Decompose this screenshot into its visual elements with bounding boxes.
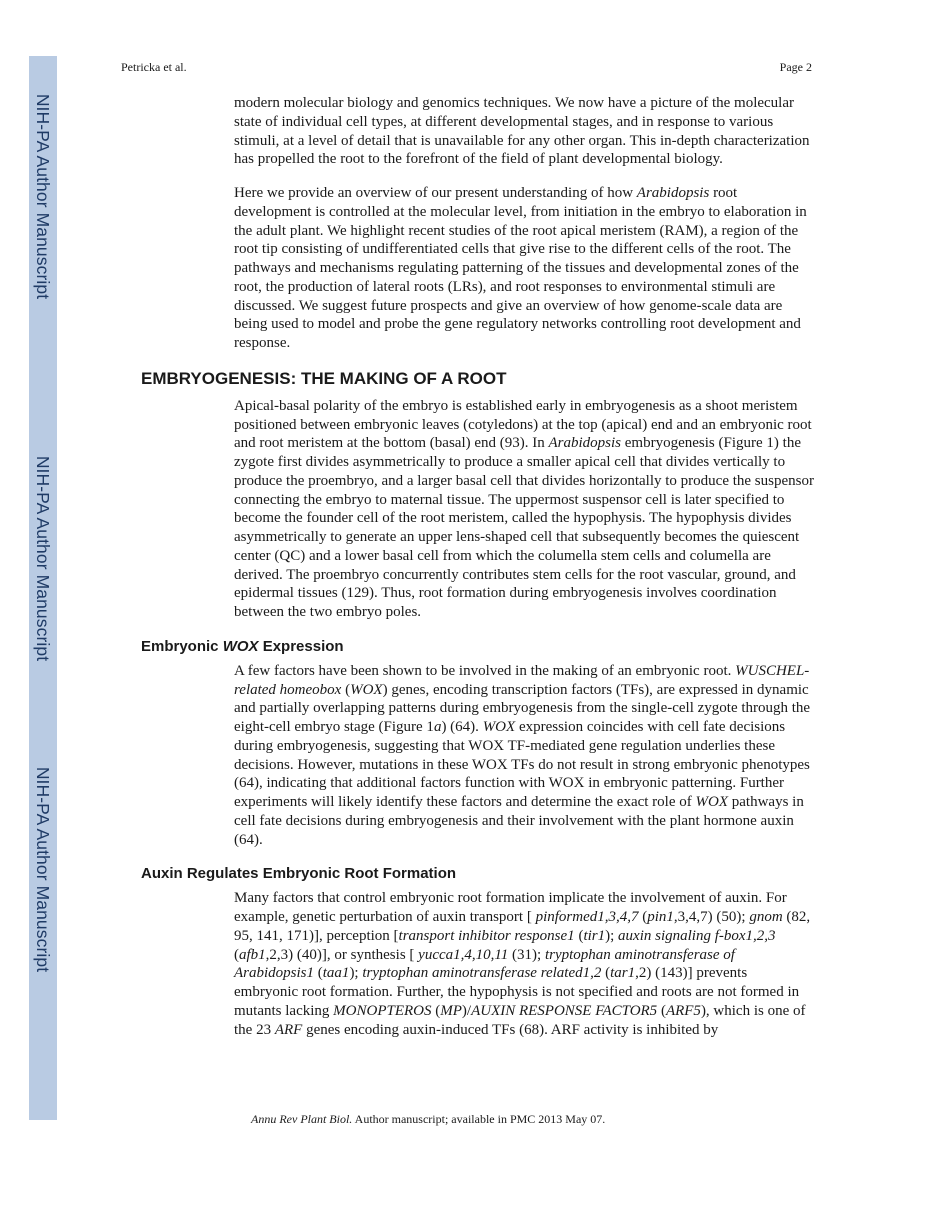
subsection-heading-wox: Embryonic WOX Expression (141, 637, 344, 655)
running-header-authors: Petricka et al. (121, 60, 187, 74)
sidebar-label-middle: NIH-PA Author Manuscript (33, 455, 54, 661)
manuscript-sidebar (29, 56, 57, 1120)
sidebar-label-bottom: NIH-PA Author Manuscript (33, 766, 54, 972)
paragraph-2: Here we provide an overview of our present understanding of how Arabidopsis root development is controlled at the molecular level, from initiation in the embryo to elaboration in the adult plant. We highlight recent studies of the root apical meristem (RAM), a region of the root tip consisting of undifferentiated cells that give rise to the different cells of the root. The pathways and mechanisms regulating patterning of the tissues and developmental zones of the root, the production of lateral roots (LRs), and root responses to environmental stimuli are discussed. We suggest future prospects and give an overview of how genome-scale data are being used to model and probe the gene regulatory networks controlling root development and response. (234, 185, 807, 351)
sidebar-label-top: NIH-PA Author Manuscript (33, 93, 54, 299)
paragraph-5: Many factors that control embryonic root formation implicate the involvement of auxin. For example, genetic perturbation of auxin transport [ pinformed1,3,4,7 (pin1,3,4,7) (50); gnom (82, 95, 141, 171)], perception [transport inhibitor response1 (tir1); auxin signaling f-box1,2,3 (afb1,2,3) (40)], or synthesis [ yucca1,4,10,11 (31); tryptophan aminotransferase of Arabidopsis1 (taa1); tryptophan aminotransferase related1,2 (tar1,2) (143)] prevents embryonic root formation. Further, the hypophysis is not specified and roots are not formed in mutants lacking MONOPTEROS (MP)/AUXIN RESPONSE FACTOR5 (ARF5), which is one of the 23 ARF genes encoding auxin-induced TFs (68). ARF activity is inhibited by (234, 890, 811, 1038)
page-number: Page 2 (779, 60, 812, 74)
paragraph-3: Apical-basal polarity of the embryo is established early in embryogenesis as a shoot meristem positioned between embryonic leaves (cotyledons) at the top (apical) end and an embryonic root and root meristem at the bottom (basal) end (93). In Arabidopsis embryogenesis (Figure 1) the zygote first divides asymmetrically to produce a smaller apical cell that divides vertically to produce the proembryo, and a larger basal cell that divides horizontally to produce the suspensor connecting the embryo to maternal tissue. The uppermost suspensor cell is later specified to become the founder cell of the root meristem, called the hypophysis. The hypophysis divides asymmetrically to generate an upper lens-shaped cell that subsequently becomes the quiescent center (QC) and a lower basal cell from which the columella stem cells and columella are derived. The proembryo concurrently contributes stem cells for the root vascular, ground, and epidermal tissues (129). Thus, root formation during embryogenesis involves coordination between the two embryo poles. (234, 397, 814, 620)
article-body (141, 94, 814, 1054)
subsection-heading-auxin: Auxin Regulates Embryonic Root Formation (141, 865, 457, 883)
section-heading-embryogenesis: EMBRYOGENESIS: THE MAKING OF A ROOT (141, 368, 507, 388)
paragraph-4: A few factors have been shown to be involved in the making of an embryonic root. WUSCHEL-related homeobox (WOX) genes, encoding transcription factors (TFs), are expressed in dynamic and partially overlapping patterns during embryogenesis from the single-cell zygote through the eight-cell embryo stage (Figure 1a) (64). WOX expression coincides with cell fate decisions during embryogenesis, suggesting that WOX TF-mediated gene regulation underlies these decisions. However, mutations in these WOX TFs do not result in strong embryonic phenotypes (64), indicating that additional factors function with WOX in embryonic patterning. Further experiments will likely identify these factors and determine the exact role of WOX pathways in cell fate decisions during embryogenesis and their involvement with the plant hormone auxin (64). (234, 662, 811, 848)
paragraph-1: modern molecular biology and genomics techniques. We now have a picture of the molecular state of individual cell types, at different developmental stages, and in response to various stimuli, at a level of detail that is unavailable for any other organ. This in-depth characterization has propelled the root to the forefront of the field of plant developmental biology. (234, 95, 810, 168)
footer-citation: Annu Rev Plant Biol. Author manuscript; available in PMC 2013 May 07. (251, 1112, 606, 1126)
